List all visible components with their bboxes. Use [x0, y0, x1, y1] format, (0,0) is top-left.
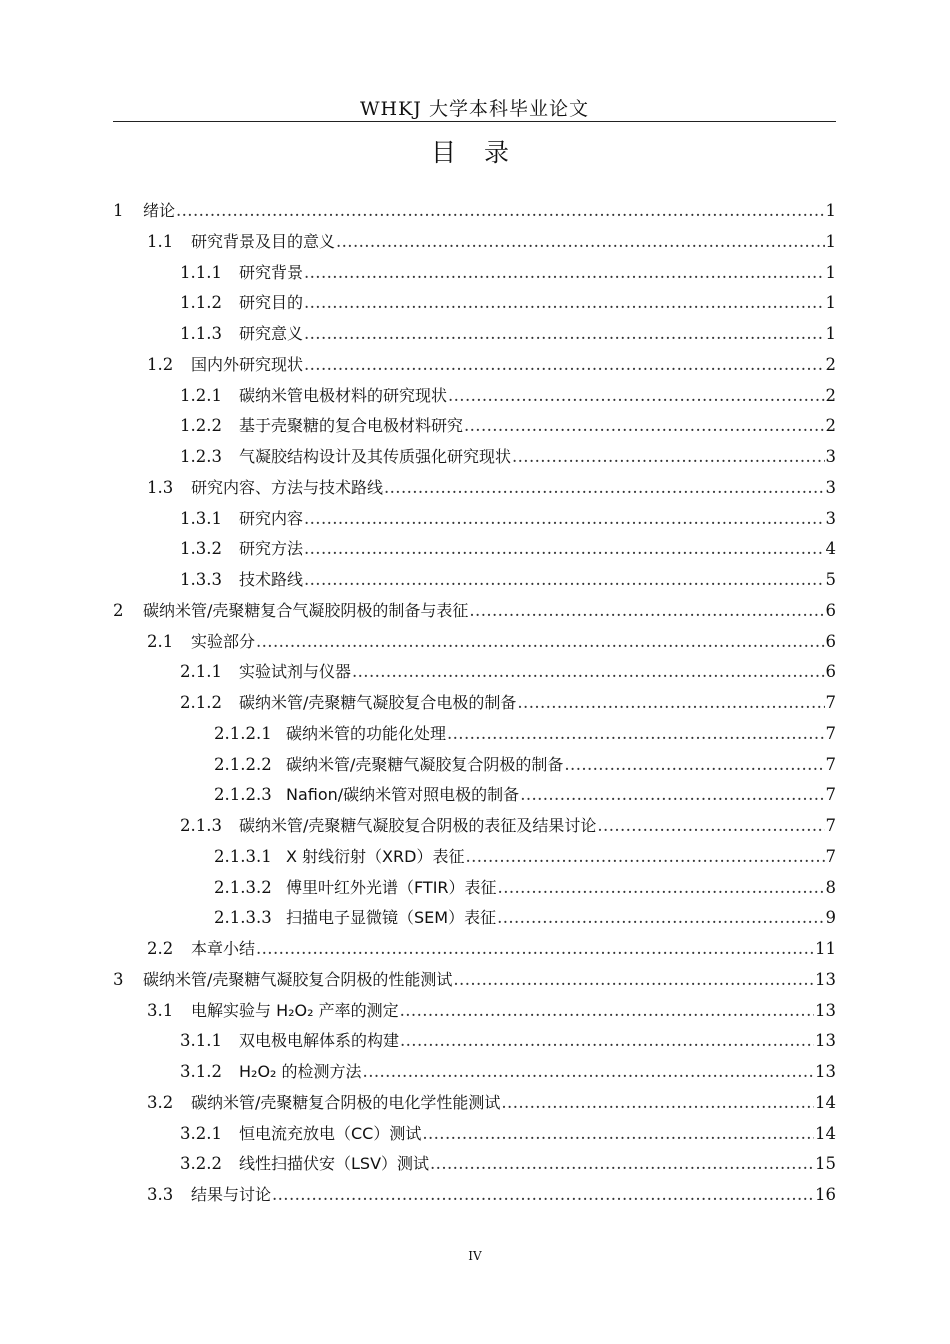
- toc-leader-dots: [430, 1149, 814, 1179]
- toc-entry-page: 2: [825, 385, 836, 405]
- toc-entry-page: 3: [825, 477, 836, 497]
- toc-entry-page: 2: [825, 416, 836, 436]
- toc-entry-page: 2: [825, 354, 836, 374]
- toc-entry-title: 研究背景及目的意义: [191, 231, 336, 251]
- toc-entry-page: 8: [825, 877, 836, 897]
- toc-entry[interactable]: [113, 627, 836, 658]
- toc-entry-number: 1.2: [147, 354, 174, 374]
- toc-entry-page: 7: [825, 785, 836, 805]
- toc-entry[interactable]: [113, 534, 836, 565]
- toc-entry-number: 2.2: [147, 939, 174, 958]
- toc-entry-page: 13: [815, 969, 836, 989]
- toc-entry-number: 1.2.1: [180, 385, 222, 405]
- toc-entry-number: 2.1.3: [180, 816, 222, 835]
- toc-entry-title: H₂O₂ 的检测方法: [239, 1062, 362, 1081]
- toc-entry-title: 研究内容、方法与技术路线: [191, 477, 384, 497]
- toc-leader-dots: [497, 903, 824, 933]
- toc-entry-number: 3.2.1: [180, 1123, 222, 1143]
- toc-entry-page: 7: [825, 846, 836, 866]
- toc-leader-dots: [453, 965, 814, 995]
- toc-entry[interactable]: [113, 934, 836, 965]
- toc-entry-page: 13: [815, 1031, 836, 1051]
- toc-entry-number: 3.3: [147, 1185, 174, 1204]
- toc-entry[interactable]: [113, 565, 836, 596]
- toc-entry-title: 碳纳米管/壳聚糖气凝胶复合阴极的性能测试: [143, 969, 453, 989]
- toc-leader-dots: [304, 565, 824, 595]
- toc-entry-number: 1.3.1: [180, 508, 222, 528]
- toc-entry-title: X 射线衍射（XRD）表征: [286, 846, 465, 866]
- toc-entry-page: 5: [825, 570, 836, 589]
- toc-leader-dots: [304, 319, 824, 349]
- toc-entry-number: 2.1.2: [180, 693, 222, 712]
- toc-entry[interactable]: [113, 657, 836, 688]
- toc-entry-page: 9: [825, 908, 836, 928]
- toc-leader-dots: [564, 750, 824, 780]
- toc-leader-dots: [422, 1119, 814, 1149]
- toc-leader-dots: [304, 288, 824, 318]
- toc-leader-dots: [304, 350, 824, 380]
- table-of-contents: [113, 196, 836, 1211]
- toc-entry-title: 碳纳米管/壳聚糖复合气凝胶阴极的制备与表征: [143, 600, 469, 620]
- toc-leader-dots: [304, 534, 824, 564]
- toc-entry[interactable]: [113, 719, 836, 750]
- toc-leader-dots: [384, 473, 824, 503]
- toc-entry-title: 碳纳米管/壳聚糖气凝胶复合阴极的制备: [286, 754, 564, 774]
- toc-entry-page: 7: [825, 693, 836, 712]
- toc-entry-number: 2.1.2.3: [214, 785, 272, 805]
- toc-entry-number: 3.2.2: [180, 1154, 222, 1174]
- toc-leader-dots: [448, 381, 824, 411]
- toc-entry-number: 2.1.3.1: [214, 846, 272, 866]
- toc-entry-number: 2.1.3.3: [214, 908, 272, 928]
- toc-entry[interactable]: [113, 1180, 836, 1211]
- toc-entry[interactable]: [113, 780, 836, 811]
- toc-entry-number: 2.1: [147, 631, 174, 651]
- toc-leader-dots: [597, 811, 824, 841]
- toc-entry-title: 碳纳米管/壳聚糖气凝胶复合阴极的表征及结果讨论: [239, 816, 597, 835]
- toc-entry-page: 6: [825, 600, 836, 620]
- toc-entry-page: 4: [825, 539, 836, 559]
- toc-entry[interactable]: [113, 381, 836, 412]
- toc-entry-title: 碳纳米管电极材料的研究现状: [239, 385, 448, 405]
- toc-entry-number: 2.1.2.1: [214, 723, 272, 743]
- toc-entry[interactable]: [113, 258, 836, 289]
- toc-entry[interactable]: [113, 1149, 836, 1180]
- toc-entry-title: 基于壳聚糖的复合电极材料研究: [239, 416, 464, 436]
- toc-entry[interactable]: [113, 996, 836, 1027]
- toc-entry[interactable]: [113, 319, 836, 350]
- toc-entry-title: 本章小结: [191, 939, 256, 958]
- toc-entry[interactable]: [113, 1088, 836, 1119]
- page-title: 目 录: [431, 138, 519, 167]
- toc-entry-title: 国内外研究现状: [191, 354, 304, 374]
- toc-entry[interactable]: [113, 504, 836, 535]
- toc-leader-dots: [352, 657, 824, 687]
- toc-entry-number: 2.1.1: [180, 662, 222, 682]
- toc-entry-title: 技术路线: [239, 570, 304, 589]
- toc-entry-page: 16: [815, 1185, 836, 1204]
- toc-entry-page: 1: [825, 324, 836, 343]
- toc-entry-number: 1.3: [147, 477, 174, 497]
- toc-entry-page: 15: [815, 1154, 836, 1174]
- toc-entry-title: 碳纳米管/壳聚糖气凝胶复合电极的制备: [239, 693, 517, 712]
- toc-leader-dots: [363, 1057, 814, 1087]
- toc-entry[interactable]: [113, 196, 836, 227]
- toc-entry[interactable]: [113, 473, 836, 504]
- toc-entry[interactable]: [113, 442, 836, 473]
- toc-entry-page: 1: [825, 262, 836, 282]
- toc-entry-number: 1.2.3: [180, 447, 222, 466]
- toc-entry-title: 研究意义: [239, 324, 304, 343]
- toc-entry-number: 3: [113, 969, 124, 989]
- toc-entry-title: 绪论: [143, 201, 176, 220]
- toc-entry-title: 恒电流充放电（CC）测试: [239, 1123, 422, 1143]
- toc-entry-number: 1.1.3: [180, 324, 222, 343]
- toc-entry-number: 2.1.3.2: [214, 877, 272, 897]
- toc-entry[interactable]: [113, 1119, 836, 1150]
- toc-entry-title: 扫描电子显微镜（SEM）表征: [286, 908, 497, 928]
- toc-leader-dots: [272, 1180, 814, 1210]
- toc-leader-dots: [465, 842, 824, 872]
- toc-entry-number: 1.2.2: [180, 416, 222, 436]
- toc-entry-page: 13: [815, 1000, 836, 1020]
- toc-entry-number: 2: [113, 600, 124, 620]
- toc-entry[interactable]: [113, 965, 836, 996]
- toc-entry[interactable]: [113, 1057, 836, 1088]
- toc-entry-page: 1: [825, 293, 836, 313]
- toc-leader-dots: [512, 442, 824, 472]
- toc-entry-number: 1.1: [147, 231, 174, 251]
- toc-entry-page: 3: [825, 447, 836, 466]
- toc-entry-page: 1: [825, 231, 836, 251]
- toc-entry[interactable]: [113, 596, 836, 627]
- header-rule: [113, 121, 836, 122]
- toc-leader-dots: [400, 1026, 814, 1056]
- toc-leader-dots: [336, 227, 824, 257]
- toc-entry-page: 14: [815, 1123, 836, 1143]
- toc-leader-dots: [304, 258, 824, 288]
- toc-entry-title: 结果与讨论: [191, 1185, 272, 1204]
- toc-entry[interactable]: [113, 873, 836, 904]
- toc-leader-dots: [464, 411, 824, 441]
- toc-entry-number: 3.2: [147, 1092, 174, 1112]
- toc-entry-title: 傅里叶红外光谱（FTIR）表征: [286, 877, 497, 897]
- toc-leader-dots: [517, 688, 824, 718]
- toc-entry[interactable]: [113, 411, 836, 442]
- toc-leader-dots: [400, 996, 814, 1026]
- toc-entry-number: 3.1.1: [180, 1031, 222, 1051]
- toc-entry[interactable]: [113, 842, 836, 873]
- toc-entry-number: 1.3.2: [180, 539, 222, 559]
- toc-leader-dots: [304, 504, 824, 534]
- toc-leader-dots: [520, 780, 824, 810]
- toc-entry-number: 3.1.2: [180, 1062, 222, 1081]
- toc-entry-number: 1.1.1: [180, 262, 222, 282]
- toc-entry-number: 1.1.2: [180, 293, 222, 313]
- toc-entry-page: 3: [825, 508, 836, 528]
- toc-entry-title: 实验试剂与仪器: [239, 662, 352, 682]
- toc-entry-title: 研究背景: [239, 262, 304, 282]
- toc-entry[interactable]: [113, 903, 836, 934]
- toc-entry-title: 气凝胶结构设计及其传质强化研究现状: [239, 447, 512, 466]
- toc-entry-title: 研究方法: [239, 539, 304, 559]
- toc-entry-number: 2.1.2.2: [214, 754, 272, 774]
- toc-entry-title: 线性扫描伏安（LSV）测试: [239, 1154, 430, 1174]
- toc-entry-number: 1.3.3: [180, 570, 222, 589]
- toc-entry[interactable]: [113, 688, 836, 719]
- toc-entry-page: 7: [825, 816, 836, 835]
- toc-entry[interactable]: [113, 350, 836, 381]
- toc-leader-dots: [176, 196, 824, 226]
- toc-leader-dots: [501, 1088, 814, 1118]
- toc-entry-title: Nafion/碳纳米管对照电极的制备: [286, 785, 520, 805]
- toc-entry-page: 11: [815, 939, 836, 958]
- toc-entry-page: 13: [815, 1062, 836, 1081]
- toc-entry-page: 7: [825, 723, 836, 743]
- toc-entry-page: 6: [825, 631, 836, 651]
- toc-entry-title: 研究目的: [239, 293, 304, 313]
- toc-entry[interactable]: [113, 288, 836, 319]
- toc-entry[interactable]: [113, 750, 836, 781]
- toc-entry-title: 碳纳米管的功能化处理: [286, 723, 447, 743]
- toc-entry-page: 1: [825, 201, 836, 220]
- toc-entry-page: 6: [825, 662, 836, 682]
- toc-entry[interactable]: [113, 227, 836, 258]
- toc-entry[interactable]: [113, 811, 836, 842]
- toc-entry-title: 电解实验与 H₂O₂ 产率的测定: [191, 1000, 399, 1020]
- toc-entry-title: 双电极电解体系的构建: [239, 1031, 400, 1051]
- toc-entry-title: 研究内容: [239, 508, 304, 528]
- toc-entry-page: 14: [815, 1092, 836, 1112]
- toc-leader-dots: [256, 627, 824, 657]
- toc-entry-title: 实验部分: [191, 631, 256, 651]
- page-header: WHKJ 大学本科毕业论文: [360, 98, 589, 120]
- toc-entry-page: 7: [825, 754, 836, 774]
- toc-leader-dots: [498, 873, 825, 903]
- toc-leader-dots: [256, 934, 814, 964]
- page-number: IV: [468, 1249, 482, 1263]
- toc-leader-dots: [469, 596, 824, 626]
- toc-entry[interactable]: [113, 1026, 836, 1057]
- toc-entry-title: 碳纳米管/壳聚糖复合阴极的电化学性能测试: [191, 1092, 501, 1112]
- toc-entry-number: 3.1: [147, 1000, 174, 1020]
- toc-leader-dots: [447, 719, 824, 749]
- toc-entry-number: 1: [113, 201, 124, 220]
